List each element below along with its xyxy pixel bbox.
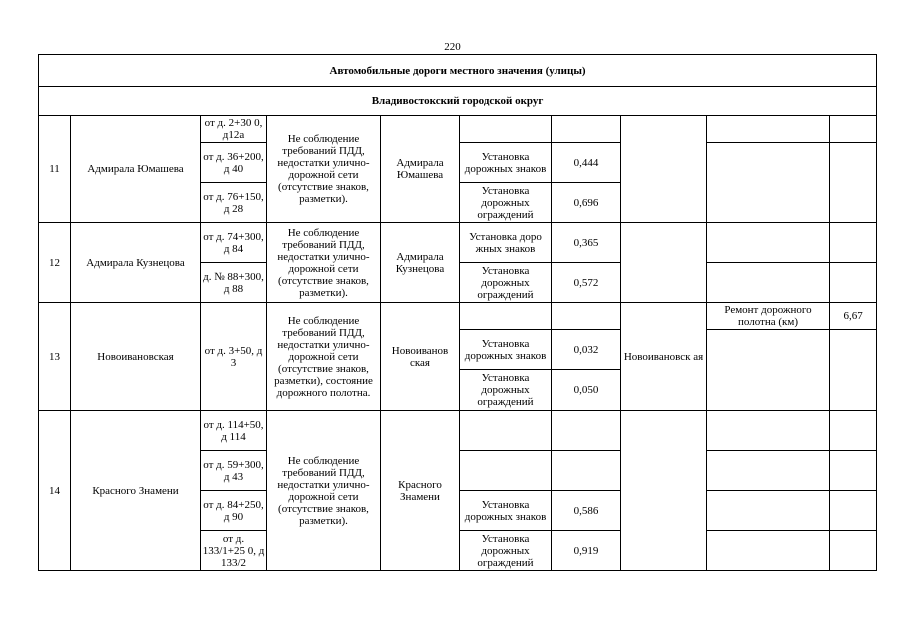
measure-cell: Установка дорожных ограждений xyxy=(460,370,552,411)
empty-cell xyxy=(830,263,877,303)
measure-cell xyxy=(460,303,552,330)
problem-cell: Не соблюдение требований ПДД, недостатки улично-дорожной сети (отсутствие знаков, разметки). xyxy=(267,116,381,223)
value-cell: 0,919 xyxy=(552,531,621,571)
problem-cell: Не соблюдение требований ПДД, недостатки улично-дорожной сети (отсутствие знаков, разметки), состояние дорожного полотна. xyxy=(267,303,381,411)
empty-cell xyxy=(621,223,707,303)
measure-cell: Установка дорожных знаков xyxy=(460,143,552,183)
segment-cell: от д. 114+50, д 114 xyxy=(201,411,267,451)
empty-cell xyxy=(621,411,707,571)
road-name: Адмирала Кузнецова xyxy=(71,223,201,303)
segment-cell: от д. 74+300, д 84 xyxy=(201,223,267,263)
measure-cell: Установка дорожных ограждений xyxy=(460,531,552,571)
empty-cell xyxy=(830,143,877,223)
empty-cell xyxy=(830,531,877,571)
segment-cell: от д. 76+150, д 28 xyxy=(201,183,267,223)
value-cell: 0,586 xyxy=(552,491,621,531)
value-cell: 0,365 xyxy=(552,223,621,263)
value-cell: 0,050 xyxy=(552,370,621,411)
measure-cell xyxy=(460,451,552,491)
segment-cell: от д. 59+300, д 43 xyxy=(201,451,267,491)
street-cell: Адмирала Юмашева xyxy=(381,116,460,223)
value-cell: 0,032 xyxy=(552,330,621,370)
table-row xyxy=(39,223,877,263)
empty-cell xyxy=(830,491,877,531)
empty-cell xyxy=(707,451,830,491)
segment-cell: от д. 3+50, д 3 xyxy=(201,303,267,411)
table-title: Автомобильные дороги местного значения (улицы) xyxy=(39,55,877,87)
table-row xyxy=(39,411,877,451)
page-number: 220 xyxy=(444,41,461,53)
roads-table xyxy=(38,54,877,571)
problem-cell: Не соблюдение требований ПДД, недостатки улично-дорожной сети (отсутствие знаков, разметки). xyxy=(267,411,381,571)
measure-cell: Установка дорожных знаков xyxy=(460,491,552,531)
measure-cell: Установка дорожных знаков xyxy=(460,330,552,370)
segment-cell: д. № 88+300, д 88 xyxy=(201,263,267,303)
value-cell xyxy=(552,116,621,143)
problem-cell: Не соблюдение требований ПДД, недостатки улично-дорожной сети (отсутствие знаков, разметки). xyxy=(267,223,381,303)
value-cell: 0,444 xyxy=(552,143,621,183)
row-number: 13 xyxy=(39,303,71,411)
segment-cell: от д. 84+250, д 90 xyxy=(201,491,267,531)
measure-cell: Установка доро жных знаков xyxy=(460,223,552,263)
street-cell-2: Новоивановск ая xyxy=(621,303,707,411)
empty-cell xyxy=(830,330,877,411)
row-number: 11 xyxy=(39,116,71,223)
table-row xyxy=(39,116,877,143)
road-name: Красного Знамени xyxy=(71,411,201,571)
value-cell xyxy=(552,411,621,451)
repair-value-cell: 6,67 xyxy=(830,303,877,330)
value-cell xyxy=(552,451,621,491)
segment-cell: от д. 2+30 0, д12а xyxy=(201,116,267,143)
row-number: 14 xyxy=(39,411,71,571)
road-name: Адмирала Юмашева xyxy=(71,116,201,223)
value-cell: 0,572 xyxy=(552,263,621,303)
table-subheader-row xyxy=(39,87,877,116)
road-name: Новоивановская xyxy=(71,303,201,411)
empty-cell xyxy=(707,143,830,223)
empty-cell xyxy=(830,411,877,451)
empty-cell xyxy=(830,451,877,491)
measure-cell xyxy=(460,411,552,451)
empty-cell xyxy=(707,223,830,263)
empty-cell xyxy=(830,116,877,143)
empty-cell xyxy=(621,116,707,223)
street-cell: Красного Знамени xyxy=(381,411,460,571)
table-header-row xyxy=(39,55,877,87)
empty-cell xyxy=(707,491,830,531)
value-cell xyxy=(552,303,621,330)
empty-cell xyxy=(707,330,830,411)
table-subtitle: Владивостокский городской округ xyxy=(39,87,877,116)
empty-cell xyxy=(830,223,877,263)
empty-cell xyxy=(707,263,830,303)
empty-cell xyxy=(707,116,830,143)
measure-cell: Установка дорожных ограждений xyxy=(460,263,552,303)
segment-cell: от д. 36+200, д 40 xyxy=(201,143,267,183)
repair-measure-cell: Ремонт дорожного полотна (км) xyxy=(707,303,830,330)
table-row xyxy=(39,303,877,330)
empty-cell xyxy=(707,531,830,571)
street-cell: Новоиванов ская xyxy=(381,303,460,411)
segment-cell: от д. 133/1+25 0, д 133/2 xyxy=(201,531,267,571)
value-cell: 0,696 xyxy=(552,183,621,223)
measure-cell xyxy=(460,116,552,143)
empty-cell xyxy=(707,411,830,451)
row-number: 12 xyxy=(39,223,71,303)
measure-cell: Установка дорожных ограждений xyxy=(460,183,552,223)
street-cell: Адмирала Кузнецова xyxy=(381,223,460,303)
